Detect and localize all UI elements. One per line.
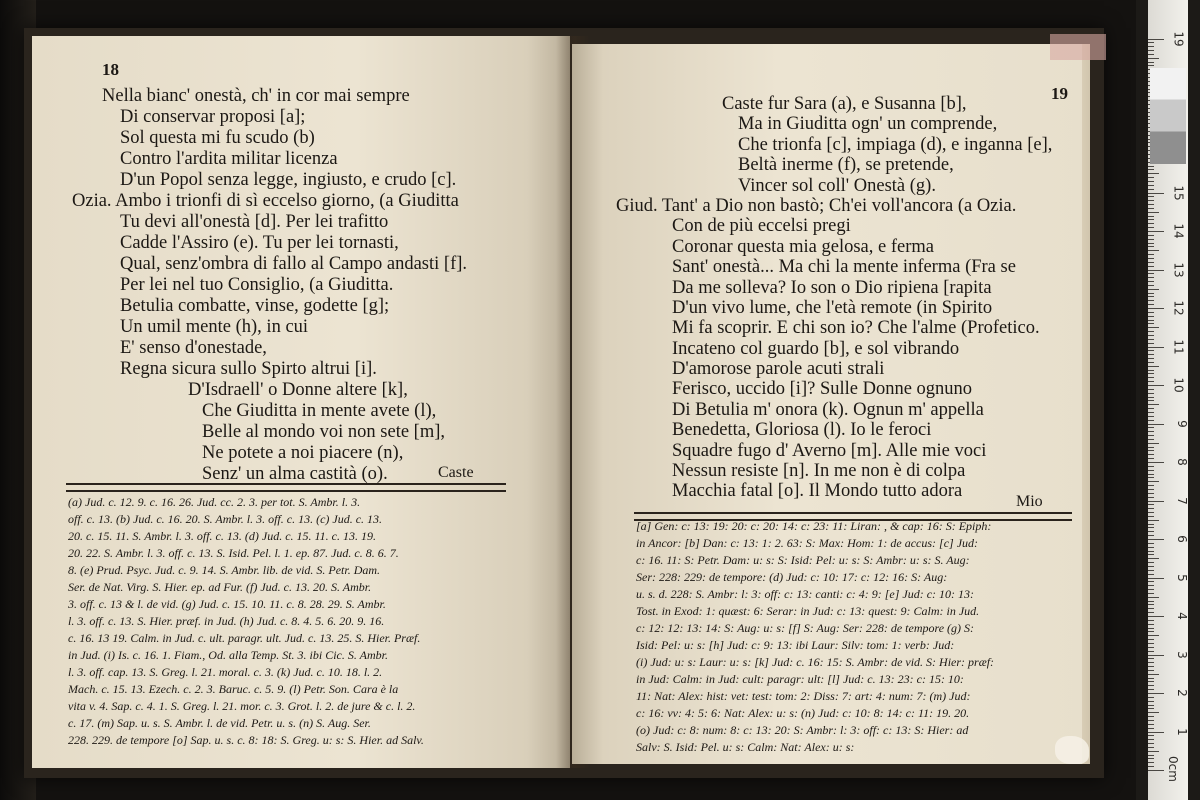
ruler-tick xyxy=(1148,243,1154,244)
footnote-line: off. c. 13. (b) Jud. c. 16. 20. S. Ambr. l. 3. off. c. 13. (c) Jud. c. 13. xyxy=(68,512,383,526)
verse-line: Un umil mente (h), in cui xyxy=(120,317,309,337)
verse-line: Incateno col guardo [b], e sol vibrando xyxy=(672,338,960,359)
footnote-line: in Jud: Calm: in Jud: cult: paragr: ult: [l] Jud: c. 13: 23: c: 15: 10: xyxy=(636,672,964,686)
ruler-tick xyxy=(1148,758,1154,759)
footnote-line: 3. off. c. 13 & l. de vid. (g) Jud. c. 15. 10. 11. c. 8. 28. 29. S. Ambr. xyxy=(68,597,386,611)
ruler-tick xyxy=(1148,470,1154,471)
ruler-tick xyxy=(1148,308,1164,309)
right-verse-block xyxy=(572,94,1052,502)
ruler-tick xyxy=(1148,389,1154,390)
footnote-line: c: 16: vv: 4: 5: 6: Nat: Alex: u: s: (n) Jud: c: 10: 8: 14: c: 11: 19. 20. xyxy=(636,706,970,720)
ruler-tick xyxy=(1148,681,1154,682)
footnote-line: 11: Nat: Alex: hist: vet: test: tom: 2: Diss: 7: art: 4: num: 7: (m) Jud: xyxy=(636,689,971,703)
ruler-tick xyxy=(1148,439,1154,440)
paper-damage xyxy=(1055,736,1089,764)
ruler-tick xyxy=(1148,489,1154,490)
ruler-tick xyxy=(1148,323,1154,324)
ruler-tick xyxy=(1148,270,1164,271)
ruler-tick xyxy=(1148,628,1154,629)
ruler-tick xyxy=(1148,189,1154,190)
ruler-tick xyxy=(1148,447,1154,448)
ruler-tick xyxy=(1148,450,1154,451)
ruler-tick xyxy=(1148,662,1154,663)
ruler-number: 15 xyxy=(1171,184,1186,201)
ruler-tick xyxy=(1148,716,1154,717)
ruler-tick xyxy=(1148,312,1154,313)
ruler-tick xyxy=(1148,689,1154,690)
ruler-tick xyxy=(1148,223,1154,224)
ruler-tick xyxy=(1148,685,1154,686)
ruler-tick xyxy=(1148,377,1154,378)
ruler-tick xyxy=(1148,42,1154,43)
footnote-line: in Jud. (i) Is. c. 16. 1. Fiam., Od. alla Temp. St. 3. ibi Cic. S. Ambr. xyxy=(68,648,388,662)
ruler-tick xyxy=(1148,354,1154,355)
ruler-tick xyxy=(1148,747,1154,748)
verse-line: D'un vivo lume, che l'età remote (in Spirito xyxy=(672,297,993,318)
verse-line: Benedetta, Gloriosa (l). Io le feroci xyxy=(672,420,932,441)
ruler-tick xyxy=(1148,631,1154,632)
ruler-tick xyxy=(1148,732,1164,733)
footnote-line: Ser: 228: 229: de tempore: (d) Jud: c: 10: 17: c: 12: 16: S: Aug: xyxy=(636,570,948,584)
ruler-tick xyxy=(1148,339,1154,340)
ruler-tick xyxy=(1148,320,1154,321)
ruler-tick xyxy=(1148,601,1154,602)
verse-line: E' senso d'onestade, xyxy=(120,338,267,358)
ruler-number: 11 xyxy=(1171,338,1186,355)
ruler-tick xyxy=(1148,362,1154,363)
ruler-tick xyxy=(1148,235,1154,236)
ruler-tick xyxy=(1148,527,1154,528)
ruler-tick xyxy=(1148,751,1159,752)
left-page xyxy=(32,36,570,768)
ruler-tick xyxy=(1148,454,1154,455)
ruler-tick xyxy=(1148,181,1154,182)
ruler-tick xyxy=(1148,427,1154,428)
ruler-tick xyxy=(1148,547,1154,548)
ruler-tick xyxy=(1148,219,1154,220)
ruler-tick xyxy=(1148,674,1159,675)
verse-line: Belle al mondo voi non sete [m], xyxy=(202,422,446,442)
ruler-number: 4 xyxy=(1175,612,1190,620)
ruler-unit-label: 0cm xyxy=(1166,756,1181,782)
ruler-tick xyxy=(1148,762,1154,763)
ruler-number: 9 xyxy=(1175,419,1190,428)
ruler-tick xyxy=(1148,443,1159,444)
ruler-tick xyxy=(1148,558,1159,559)
ruler-tick xyxy=(1148,604,1154,605)
ruler-tick xyxy=(1148,381,1154,382)
verse-line: D'Isdraell' o Donne altere [k], xyxy=(188,380,408,400)
footnote-line: in Ancor: [b] Dan: c: 13: 1: 2. 63: S: Max: Hom: 1: de accus: [c] Jud: xyxy=(636,536,979,550)
ruler-tick xyxy=(1148,485,1154,486)
verse-line: Ferisco, uccido [i]? Sulle Donne ognuno xyxy=(672,379,973,400)
footnote-line: (o) Jud: c: 8: num: 8: c: 13: 20: S: Ambr: l: 3: off: c: 13: S: Hier: ad xyxy=(636,723,969,737)
footnote-line: (a) Jud. c. 12. 9. c. 16. 26. Jud. cc. 2. 3. per tot. S. Ambr. l. 3. xyxy=(68,495,361,509)
ruler-tick xyxy=(1148,254,1154,255)
ruler-tick xyxy=(1148,231,1164,232)
ruler-number: 5 xyxy=(1175,573,1190,582)
ruler-tick xyxy=(1148,200,1154,201)
ruler-tick xyxy=(1148,593,1154,594)
ruler-tick xyxy=(1148,720,1154,721)
ruler-number: 12 xyxy=(1171,300,1186,316)
verse-line: Squadre fugo d' Averno [m]. Alle mie voci xyxy=(672,440,987,461)
ruler-number: 13 xyxy=(1171,261,1186,278)
footnote-line: 20. c. 15. 11. S. Ambr. l. 3. off. c. 13. (d) Jud. c. 15. 11. c. 13. 19. xyxy=(68,529,376,543)
verse-line: D'un Popol senza legge, ingiusto, e crudo [c]. xyxy=(120,170,457,190)
ruler-tick xyxy=(1148,658,1154,659)
ruler-tick xyxy=(1148,512,1154,513)
footnote-line: vita v. 4. Sap. c. 4. 1. S. Greg. l. 21. mor. c. 3. Grot. l. 2. de jure & c. l. 2. xyxy=(68,699,416,713)
ruler-tick xyxy=(1148,501,1164,502)
footnote-line: c. 16. 13 19. Calm. in Jud. c. ult. paragr. ult. Jud. c. 13. 25. S. Hier. Præf. xyxy=(68,631,421,645)
ruler-number: 3 xyxy=(1175,650,1190,659)
verse-line: Beltà inerme (f), se pretende, xyxy=(738,155,954,176)
ruler-tick xyxy=(1148,173,1159,174)
ruler-tick xyxy=(1148,293,1154,294)
ruler-tick xyxy=(1148,397,1154,398)
ruler-tick xyxy=(1148,50,1154,51)
ruler-tick xyxy=(1148,597,1159,598)
right-footnotes xyxy=(636,518,994,756)
ruler-tick xyxy=(1148,678,1154,679)
gray-calibration-strip xyxy=(1150,68,1186,164)
verse-line: Di conservar proposi [a]; xyxy=(120,107,306,127)
ruler-tick xyxy=(1148,431,1154,432)
ruler-tick xyxy=(1148,766,1154,767)
footnote-line: Salv: S. Isid: Pel. u: s: Calm: Nat: Alex: u: s: xyxy=(636,740,855,754)
ruler-tick xyxy=(1148,578,1164,579)
verse-line: Nella bianc' onestà, ch' in cor mai sempre xyxy=(102,86,410,106)
left-verse-block xyxy=(32,86,467,485)
ruler-tick xyxy=(1148,65,1154,66)
ruler-tick xyxy=(1148,616,1164,617)
verse-line: Ne potete a noi piacere (n), xyxy=(202,443,404,463)
verse-line: Mi fa scoprir. E chi son io? Che l'alme (Profetico. xyxy=(672,318,1040,339)
right-page-number: 19 xyxy=(1051,84,1068,103)
ruler-tick xyxy=(1148,755,1154,756)
verse-line: Macchia fatal [o]. Il Mondo tutto adora xyxy=(672,481,963,502)
ruler-tick xyxy=(1148,412,1154,413)
ruler-tick xyxy=(1148,474,1154,475)
ruler-tick xyxy=(1148,266,1154,267)
ruler-tick xyxy=(1148,539,1164,540)
ruler-tick xyxy=(1148,370,1154,371)
ruler-number: 8 xyxy=(1175,458,1190,466)
ruler-tick xyxy=(1148,566,1154,567)
verse-line: Regna sicura sullo Spirto altrui [i]. xyxy=(120,359,377,379)
ruler-tick xyxy=(1148,562,1154,563)
ruler-number: 14 xyxy=(1171,223,1186,239)
ruler-tick xyxy=(1148,589,1154,590)
footnote-line: c: 16. 11: S: Petr. Dam: u: s: S: Isid: Pel: u: s: S: Ambr: u: s: S. Aug: xyxy=(636,553,970,567)
ruler-number: 1 xyxy=(1175,727,1190,736)
ruler-tick xyxy=(1148,277,1154,278)
verse-line: Che Giuditta in mente avete (l), xyxy=(202,401,437,421)
ruler-tick xyxy=(1148,304,1154,305)
verse-line: Contro l'ardita militar licenza xyxy=(120,149,338,169)
ruler-tick xyxy=(1148,735,1154,736)
ruler-tick xyxy=(1148,705,1154,706)
ruler-tick xyxy=(1148,585,1154,586)
ruler-tick xyxy=(1148,262,1154,263)
ruler-tick xyxy=(1148,358,1154,359)
ruler-tick xyxy=(1148,258,1154,259)
verse-line: Per lei nel tuo Consiglio, (a Giuditta. xyxy=(120,275,394,295)
measurement-ruler xyxy=(1136,0,1200,800)
ruler-tick xyxy=(1148,366,1159,367)
ruler-tick xyxy=(1148,296,1154,297)
ruler-tick xyxy=(1148,216,1154,217)
verse-line: Coronar questa mia gelosa, e ferma xyxy=(672,236,934,257)
verse-line: Di Betulia m' onora (k). Ognun m' appella xyxy=(672,399,984,420)
ruler-tick xyxy=(1148,535,1154,536)
footnote-line: Isid: Pel: u: s: [h] Jud: c: 9: 13: ibi Laur: Silv: tom: 1: verb: Jud: xyxy=(636,638,955,652)
ruler-number: 7 xyxy=(1175,496,1190,505)
ruler-tick xyxy=(1148,408,1154,409)
ruler-tick xyxy=(1148,570,1154,571)
verse-line: Vincer sol coll' Onestà (g). xyxy=(738,175,936,196)
footnote-line: u. s. d. 228: S. Ambr: l: 3: off: c: 13: canti: c: 4: 9: [e] Jud: c: 10: 13: xyxy=(636,587,975,601)
ruler-tick xyxy=(1148,493,1154,494)
ruler-tick xyxy=(1148,246,1154,247)
ruler-tick xyxy=(1148,420,1154,421)
ruler-tick xyxy=(1148,273,1154,274)
ruler-tick xyxy=(1148,743,1154,744)
footnote-line: 8. (e) Prud. Psyc. Jud. c. 9. 14. S. Ambr. lib. de vid. S. Petr. Dam. xyxy=(68,563,381,577)
footnote-line: 20. 22. S. Ambr. l. 3. off. c. 13. S. Isid. Pel. l. 1. ep. 87. Jud. c. 8. 6. 7. xyxy=(68,546,399,560)
ruler-tick xyxy=(1148,62,1154,63)
ruler-tick xyxy=(1148,708,1154,709)
ruler-tick xyxy=(1148,516,1154,517)
footnote-line: c: 12: 12: 13: 14: S: Aug: u: s: [f] S: Aug: Ser: 228: de tempore (g) S: xyxy=(636,621,975,635)
verse-line: Tu devi all'onestà [d]. Per lei trafitto xyxy=(120,212,389,232)
verse-line: Caste fur Sara (a), e Susanna [b], xyxy=(722,94,967,114)
ruler-tick xyxy=(1148,624,1154,625)
ruler-tick xyxy=(1148,424,1164,425)
footnote-line: l. 3. off. c. 13. S. Hier. præf. in Jud. (h) Jud. c. 8. 4. 5. 6. 20. 9. 16. xyxy=(68,614,385,628)
ruler-tick xyxy=(1148,712,1159,713)
ruler-tick xyxy=(1148,373,1154,374)
ruler-tick xyxy=(1148,612,1154,613)
verse-line: Betulia combatte, vinse, godette [g]; xyxy=(120,296,390,316)
ruler-tick xyxy=(1148,508,1154,509)
ruler-tick xyxy=(1148,670,1154,671)
verse-line: Giud. Tant' a Dio non bastò; Ch'ei voll'ancora (a Ozia. xyxy=(616,195,1017,216)
footnote-line: Tost. in Exod: 1: quæst: 6: Serar: in Jud: c: 13: quest: 9: Calm: in Jud. xyxy=(636,604,980,618)
ruler-tick xyxy=(1148,581,1154,582)
ruler-tick xyxy=(1148,289,1159,290)
ruler-tick xyxy=(1148,639,1154,640)
ruler-tick xyxy=(1148,551,1154,552)
ruler-tick xyxy=(1148,185,1154,186)
ruler-tick xyxy=(1148,651,1154,652)
ruler-tick xyxy=(1148,46,1154,47)
ruler-tick xyxy=(1148,204,1154,205)
ruler-tick xyxy=(1148,435,1154,436)
footnote-line: (i) Jud: u: s: Laur: u: s: [k] Jud: c. 16: 15: S. Ambr: de vid. S: Hier: præf: xyxy=(636,655,995,669)
verse-line: D'amorose parole acuti strali xyxy=(672,359,885,380)
ruler-tick xyxy=(1148,647,1154,648)
footnote-line: Mach. c. 15. 13. Ezech. c. 2. 3. Baruc. c. 5. 9. (l) Petr. Son. Cara è la xyxy=(68,682,399,696)
ruler-number: 6 xyxy=(1175,535,1190,543)
ruler-tick xyxy=(1148,250,1159,251)
ruler-tick xyxy=(1148,227,1154,228)
ruler-tick xyxy=(1148,343,1154,344)
ruler-tick xyxy=(1148,212,1159,213)
ruler-tick xyxy=(1148,347,1164,348)
ruler-number: 10 xyxy=(1171,377,1186,393)
ruler-tick xyxy=(1148,666,1154,667)
verse-line: Da me solleva? Io son o Dio ripiena [rapita xyxy=(672,277,992,298)
footnote-line: [a] Gen: c: 13: 19: 20: c: 20: 14: c: 23: 11: Liran: , & cap: 16: S: Epiph: xyxy=(636,519,992,533)
verse-line: Sol questa mi fu scudo (b) xyxy=(120,128,315,148)
ruler-tick xyxy=(1148,497,1154,498)
verse-line: Con de più eccelsi pregi xyxy=(672,216,851,237)
ruler-tick xyxy=(1148,608,1154,609)
left-catchword: Caste xyxy=(438,464,474,481)
ruler-tick xyxy=(1148,574,1154,575)
ruler-tick xyxy=(1148,39,1164,40)
ruler-tick xyxy=(1148,400,1154,401)
ruler-tick xyxy=(1148,724,1154,725)
ruler-tick xyxy=(1148,281,1154,282)
ruler-tick xyxy=(1148,208,1154,209)
left-page-number: 18 xyxy=(102,60,119,79)
ruler-tick xyxy=(1148,193,1164,194)
ruler-tick xyxy=(1148,331,1154,332)
page-edge-stain xyxy=(1050,34,1106,60)
verse-line: Ozia. Ambo i trionfi di sì eccelso giorno, (a Giuditta xyxy=(72,191,459,211)
ruler-tick xyxy=(1148,316,1154,317)
ruler-tick xyxy=(1148,404,1159,405)
ruler-tick xyxy=(1148,697,1154,698)
verse-line: Che trionfa [c], impiaga (d), e inganna [e], xyxy=(738,134,1053,155)
left-footnotes xyxy=(68,494,424,749)
ruler-tick xyxy=(1148,770,1164,771)
footnote-line: Ser. de Nat. Virg. S. Hier. ep. ad Fur. (f) Jud. c. 13. 20. S. Ambr. xyxy=(68,580,372,594)
ruler-tick xyxy=(1148,620,1154,621)
ruler-tick xyxy=(1148,728,1154,729)
ruler-tick xyxy=(1148,327,1159,328)
ruler-tick xyxy=(1148,177,1154,178)
ruler-tick xyxy=(1148,462,1164,463)
ruler-tick xyxy=(1148,393,1154,394)
footnote-line: c. 17. (m) Sap. u. s. S. Ambr. l. de vid. Petr. u. s. (n) S. Aug. Ser. xyxy=(68,716,371,730)
footnote-line: l. 3. off. cap. 13. S. Greg. l. 21. moral. c. 3. (k) Jud. c. 10. 18. l. 2. xyxy=(68,665,383,679)
ruler-tick xyxy=(1148,635,1159,636)
footnote-line: 228. 229. de tempore [o] Sap. u. s. c. 8: 18: S. Greg. u: s: S. Hier. ad Salv. xyxy=(68,733,424,747)
ruler-tick xyxy=(1148,531,1154,532)
ruler-tick xyxy=(1148,693,1164,694)
ruler-tick xyxy=(1148,58,1159,59)
ruler-tick xyxy=(1148,477,1154,478)
verse-line: Cadde l'Assiro (e). Tu per lei tornasti, xyxy=(120,233,399,253)
ruler-tick xyxy=(1148,416,1154,417)
ruler-tick xyxy=(1148,239,1154,240)
ruler-number: 19 xyxy=(1171,30,1186,47)
ruler-tick xyxy=(1148,466,1154,467)
right-catchword: Mio xyxy=(1016,493,1043,510)
ruler-tick xyxy=(1148,543,1154,544)
ruler-tick xyxy=(1148,739,1154,740)
ruler-tick xyxy=(1148,385,1164,386)
ruler-tick xyxy=(1148,554,1154,555)
left-divider-rule xyxy=(66,483,506,492)
ruler-tick xyxy=(1148,300,1154,301)
verse-line: Senz' un alma castità (o). xyxy=(202,464,388,484)
ruler-tick xyxy=(1148,524,1154,525)
verse-line: Ma in Giuditta ogn' un comprende, xyxy=(738,114,998,135)
ruler-tick xyxy=(1148,504,1154,505)
ruler-tick xyxy=(1148,285,1154,286)
ruler-tick xyxy=(1148,458,1154,459)
verse-line: Sant' onestà... Ma chi la mente inferma (Fra se xyxy=(672,257,1016,278)
ruler-tick xyxy=(1148,520,1159,521)
ruler-number: 2 xyxy=(1175,689,1190,697)
verse-line: Qual, senz'ombra di fallo al Campo andasti [f]. xyxy=(120,254,468,274)
ruler-tick xyxy=(1148,643,1154,644)
right-page xyxy=(572,44,1090,764)
ruler-tick xyxy=(1148,196,1154,197)
ruler-tick xyxy=(1148,169,1154,170)
ruler-tick xyxy=(1148,701,1154,702)
verse-line: Nessun resiste [n]. In me non è di colpa xyxy=(672,461,966,482)
ruler-tick xyxy=(1148,166,1154,167)
ruler-tick xyxy=(1148,350,1154,351)
ruler-tick xyxy=(1148,655,1164,656)
ruler-tick xyxy=(1148,335,1154,336)
ruler-tick xyxy=(1148,54,1154,55)
ruler-tick xyxy=(1148,481,1159,482)
